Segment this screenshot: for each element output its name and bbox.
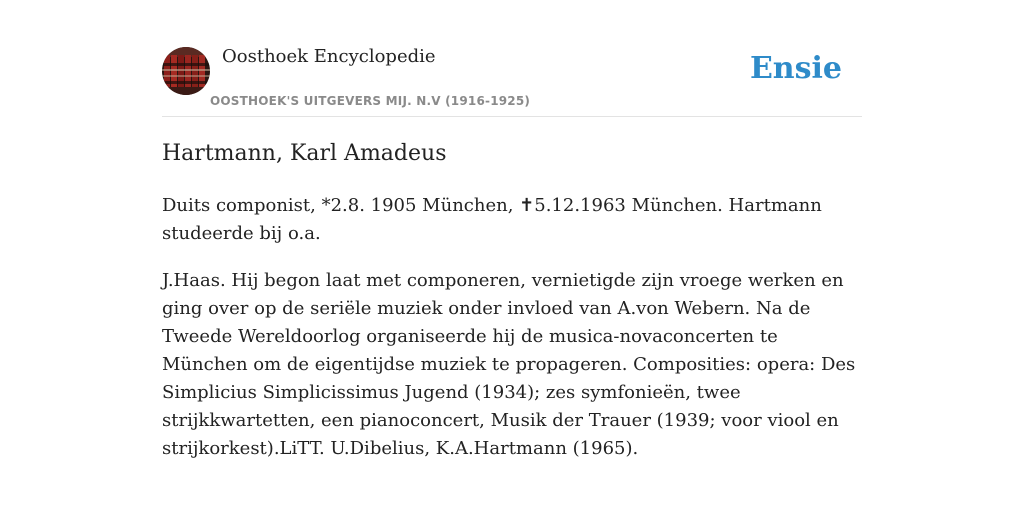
source-title[interactable]: Oosthoek Encyclopedie bbox=[222, 46, 436, 67]
source-header bbox=[162, 44, 862, 117]
source-subtitle: OOSTHOEK'S UITGEVERS MIJ. N.V (1916-1925) bbox=[210, 94, 531, 108]
article-paragraph: Duits componist, *2.8. 1905 München, ✝5.12.1963 München. Hartmann studeerde bij o.a. bbox=[162, 195, 822, 244]
article bbox=[162, 138, 862, 482]
encyclopedia-books-icon[interactable] bbox=[162, 47, 210, 95]
brand-logo[interactable]: Ensie bbox=[749, 51, 842, 86]
article-paragraph: J.Haas. Hij begon laat met componeren, vernietigde zijn vroege werken en ging over op de seriële muziek onder invloed van A.von Webern. Na de Tweede Wereldoorlog organiseerde hij de musica-novaconcerten te München om de eigentijdse muziek te propageren. Composities: opera: Des Simplicius Simplicissimus Jugend (1934); zes symfonieën, twee strijkkwartetten, een pianoconcert, Musik der Trauer (1939; voor viool en strijkorkest).LiTT. U.Dibelius, K.A.Hartmann (1965). bbox=[162, 270, 856, 459]
article-headword: Hartmann, Karl Amadeus bbox=[162, 141, 447, 166]
